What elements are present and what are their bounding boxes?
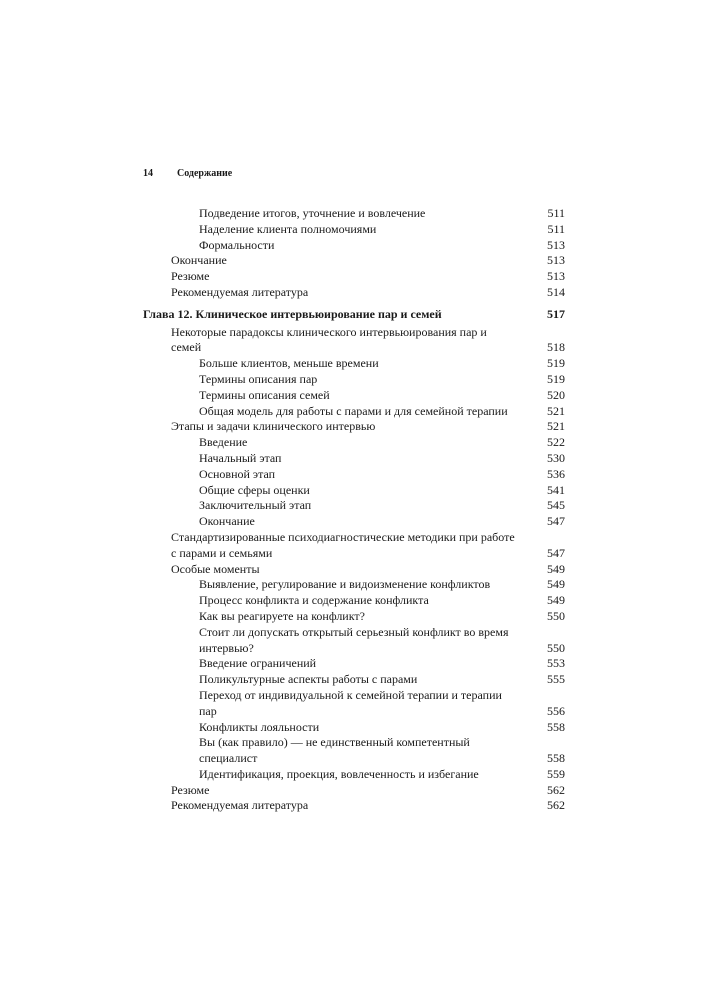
toc-entry-title: Наделение клиента полномочиями [199, 221, 377, 236]
toc-entry [143, 451, 565, 467]
toc-entry [143, 206, 565, 222]
page-number: 14 [143, 168, 153, 179]
toc-entry [143, 688, 565, 720]
toc-entry-title: Выявление, регулирование и видоизменение конфликтов [199, 577, 491, 592]
toc-entry [143, 720, 565, 736]
table-of-contents [143, 206, 565, 814]
toc-entry [143, 672, 565, 688]
toc-entry-page: 511 [547, 221, 565, 236]
toc-entry-page: 541 [547, 482, 565, 497]
toc-entry-title: Подведение итогов, уточнение и вовлечение [199, 206, 426, 220]
toc-entry [143, 483, 565, 499]
toc-entry-title: Особые моменты [171, 561, 260, 576]
toc-entry [143, 593, 565, 609]
toc-entry-page: 514 [547, 284, 565, 299]
toc-entry-page: 547 [547, 545, 565, 560]
toc-entry-title: Переход от индивидуальной к семейной терапии и терапии пар [199, 687, 502, 718]
toc-entry-title: Идентификация, проекция, вовлеченность и избегание [199, 766, 479, 781]
toc-entry-page: 550 [547, 608, 565, 623]
toc-entry [143, 562, 565, 578]
toc-entry-title: Окончание [171, 253, 227, 268]
toc-entry [143, 253, 565, 269]
toc-entry [143, 609, 565, 625]
toc-entry-title: Основной этап [199, 466, 276, 481]
toc-entry [143, 238, 565, 254]
toc-entry-title: Как вы реагируете на конфликт? [199, 608, 365, 623]
toc-entry-page: 550 [547, 640, 565, 655]
toc-entry-title: Начальный этап [199, 450, 282, 465]
toc-entry-title: Поликультурные аспекты работы с парами [199, 672, 418, 687]
toc-entry-page: 549 [547, 577, 565, 592]
toc-entry [143, 325, 565, 357]
running-header [143, 168, 232, 179]
toc-entry-page: 545 [547, 498, 565, 513]
toc-entry-page: 522 [547, 435, 565, 450]
toc-entry-title: Стоит ли допускать открытый серьезный конфликт во время интервью? [199, 624, 509, 655]
toc-entry [143, 285, 565, 301]
toc-entry-page: 530 [547, 450, 565, 465]
toc-entry-title: Термины описания пар [199, 371, 318, 386]
toc-entry [143, 625, 565, 657]
toc-entry-title: Некоторые парадоксы клинического интервьюирования пар и семей [171, 324, 487, 355]
toc-entry [143, 404, 565, 420]
toc-entry-page: 513 [547, 269, 565, 284]
toc-entry-page: 519 [547, 356, 565, 371]
toc-entry [143, 419, 565, 435]
toc-entry [143, 656, 565, 672]
toc-entry [143, 269, 565, 285]
toc-entry [143, 467, 565, 483]
toc-entry-page: 562 [547, 798, 565, 813]
toc-entry-title: Глава 12. Клиническое интервьюирование пар и семей [143, 306, 442, 321]
toc-entry [143, 372, 565, 388]
toc-entry-page: 521 [547, 419, 565, 434]
toc-entry-title: Общие сферы оценки [199, 482, 310, 497]
toc-entry-title: Конфликты лояльности [199, 719, 320, 734]
toc-entry [143, 798, 565, 814]
toc-entry-title: Введение ограничений [199, 656, 317, 671]
toc-entry [143, 577, 565, 593]
toc-entry-page: 562 [547, 782, 565, 797]
toc-entry [143, 435, 565, 451]
toc-entry-page: 519 [547, 371, 565, 386]
toc-entry-title: Резюме [171, 782, 210, 797]
toc-entry-page: 547 [547, 514, 565, 529]
toc-entry [143, 735, 565, 767]
toc-entry-title: Формальности [199, 237, 275, 252]
toc-entry-title: Больше клиентов, меньше времени [199, 356, 379, 371]
toc-entry-page: 558 [547, 751, 565, 766]
toc-entry-page: 511 [547, 206, 565, 220]
toc-entry-title: Окончание [199, 514, 255, 529]
toc-entry [143, 388, 565, 404]
toc-entry-title: Введение [199, 435, 248, 450]
toc-entry-title: Этапы и задачи клинического интервью [171, 419, 376, 434]
toc-entry-title: Процесс конфликта и содержание конфликта [199, 593, 429, 608]
toc-entry [143, 530, 565, 562]
toc-entry-title: Рекомендуемая литература [171, 284, 309, 299]
toc-entry-page: 553 [547, 656, 565, 671]
toc-entry [143, 783, 565, 799]
toc-entry-title: Резюме [171, 269, 210, 284]
toc-chapter [143, 307, 565, 323]
toc-entry-title: Стандартизированные психодиагностические методики при работе с парами и семьями [171, 529, 515, 560]
toc-entry-page: 513 [547, 253, 565, 268]
toc-entry [143, 356, 565, 372]
running-title: Содержание [177, 168, 233, 179]
toc-entry [143, 767, 565, 783]
toc-entry-title: Рекомендуемая литература [171, 798, 309, 813]
toc-entry-page: 521 [547, 403, 565, 418]
toc-entry-page: 559 [547, 766, 565, 781]
toc-entry-page: 513 [547, 237, 565, 252]
toc-entry [143, 514, 565, 530]
toc-entry-page: 556 [547, 703, 565, 718]
toc-entry-page: 520 [547, 387, 565, 402]
toc-entry [143, 222, 565, 238]
toc-entry-page: 517 [547, 306, 565, 321]
toc-entry-page: 558 [547, 719, 565, 734]
toc-entry-title: Общая модель для работы с парами и для семейной терапии [199, 403, 508, 418]
toc-entry [143, 498, 565, 514]
toc-entry-page: 549 [547, 593, 565, 608]
toc-entry-title: Вы (как правило) — не единственный компетентный специалист [199, 735, 470, 766]
toc-entry-title: Термины описания семей [199, 387, 330, 402]
toc-entry-title: Заключительный этап [199, 498, 312, 513]
toc-entry-page: 549 [547, 561, 565, 576]
toc-entry-page: 518 [547, 340, 565, 355]
toc-entry-page: 555 [547, 672, 565, 687]
toc-entry-page: 536 [547, 466, 565, 481]
